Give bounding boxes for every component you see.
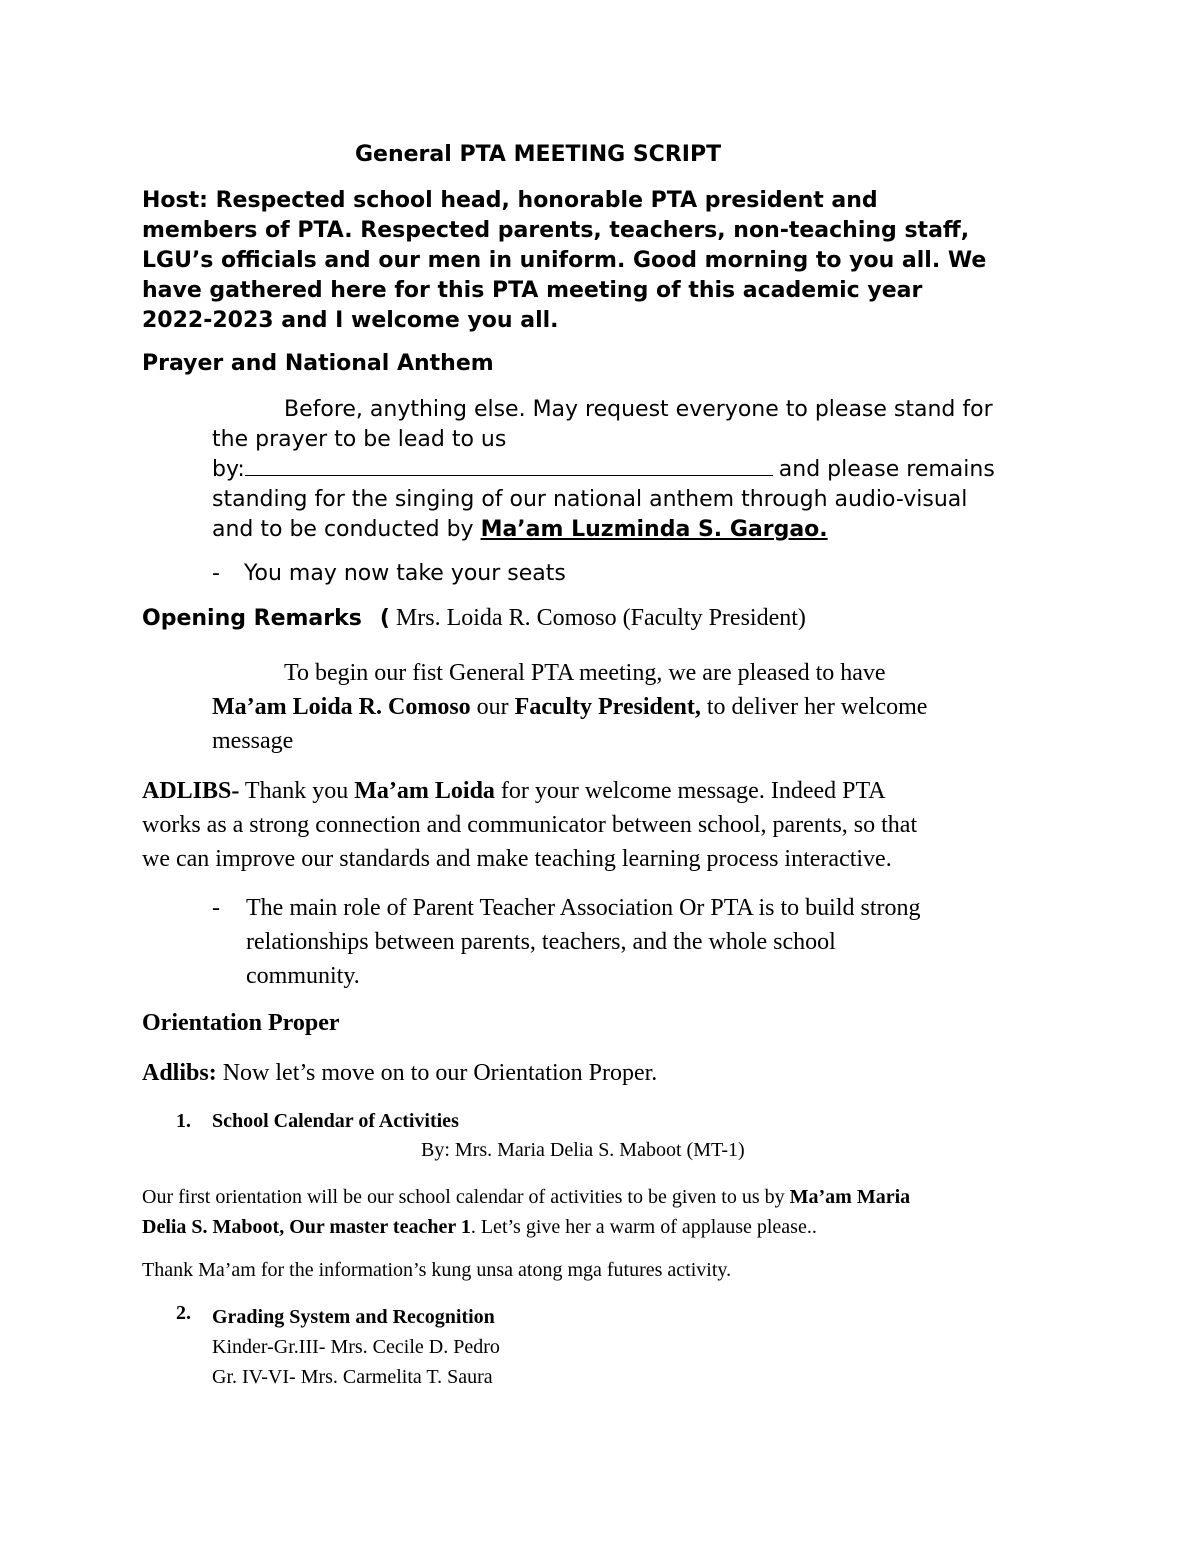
host-paragraph xyxy=(142,186,1062,336)
document-title: General PTA MEETING SCRIPT xyxy=(355,142,722,167)
calendar-text: . Let’s give her a warm of applause please.. xyxy=(470,1216,817,1238)
prayer-conducted-text: and to be conducted by xyxy=(212,517,481,542)
item-title: Grading System and Recognition xyxy=(212,1306,495,1328)
opening-heading: Opening Remarks xyxy=(142,606,362,631)
calendar-paragraph xyxy=(142,1182,910,1242)
seats-text: You may now take your seats xyxy=(244,561,566,586)
grading-item xyxy=(212,1302,500,1392)
presenter-name: Delia S. Maboot, Our master teacher 1 xyxy=(142,1216,471,1238)
adlibs-line: works as a strong connection and communicator between school, parents, so that xyxy=(142,812,918,838)
item-presenter: By: Mrs. Maria Delia S. Maboot (MT-1) xyxy=(421,1139,745,1161)
opening-paragraph xyxy=(212,656,927,758)
opening-speaker: Mrs. Loida R. Comoso (Faculty President) xyxy=(389,605,806,631)
prayer-by-label: by: xyxy=(212,457,245,482)
adlibs-paragraph xyxy=(142,774,917,876)
speaker-name: Ma’am Loida R. Comoso xyxy=(212,694,471,720)
host-line: 2022-2023 and I welcome you all. xyxy=(142,308,559,333)
host-line: members of PTA. Respected parents, teachers, non-teaching staff, xyxy=(142,218,970,243)
adlibs-rest: for your welcome message. Indeed PTA xyxy=(494,778,886,804)
prayer-line: the prayer to be lead to us xyxy=(212,427,507,452)
item-presenter: Gr. IV-VI- Mrs. Carmelita T. Saura xyxy=(212,1366,493,1388)
calendar-text: Our first orientation will be our school calendar of activities to be given to us by xyxy=(142,1186,790,1208)
adlibs-text: Now let’s move on to our Orientation Proper. xyxy=(216,1060,658,1086)
opening-heading-row xyxy=(142,605,806,632)
prayer-heading: Prayer and National Anthem xyxy=(142,351,494,376)
bullet-dash: - xyxy=(212,561,220,586)
pta-role-line: The main role of Parent Teacher Association Or PTA is to build strong xyxy=(246,895,921,921)
host-line: have gathered here for this PTA meeting of this academic year xyxy=(142,278,923,303)
opening-line: message xyxy=(212,728,294,754)
adlibs-line: we can improve our standards and make teaching learning process interactive. xyxy=(142,846,892,872)
thanks-line: Thank Ma’am for the information’s kung unsa atong mga futures activity. xyxy=(142,1259,732,1281)
conductor-name: Ma’am Luzminda S. Gargao. xyxy=(480,517,828,542)
calendar-line xyxy=(142,1182,910,1212)
orientation-adlibs xyxy=(142,1060,657,1087)
host-line: LGU’s officials and our men in uniform. Good morning to you all. We xyxy=(142,248,987,273)
host-line: Host: Respected school head, honorable PTA president and xyxy=(142,188,878,213)
item-number: 2. xyxy=(176,1302,191,1324)
adlibs-label: ADLIBS- xyxy=(142,778,240,804)
item-number: 1. xyxy=(176,1110,191,1132)
opening-end: to deliver her welcome xyxy=(700,694,928,720)
pta-role-bullet xyxy=(212,891,921,993)
prayer-line xyxy=(212,455,995,485)
prayer-line: Before, anything else. May request everyone to please stand for xyxy=(284,397,993,422)
item-title: School Calendar of Activities xyxy=(212,1110,459,1132)
adlibs-line xyxy=(142,774,917,808)
prayer-leader-blank xyxy=(245,455,773,476)
adlibs-name: Ma’am Loida xyxy=(354,778,495,804)
prayer-paragraph xyxy=(212,395,995,545)
opening-line: To begin our fist General PTA meeting, we are pleased to have xyxy=(284,660,886,686)
speaker-role: Faculty President, xyxy=(514,694,701,720)
bullet-dash: - xyxy=(212,895,220,921)
pta-role-line: community. xyxy=(246,963,360,989)
opening-paren: ( xyxy=(379,606,390,631)
prayer-line-suffix: and please remains xyxy=(778,457,995,482)
item-presenter: Kinder-Gr.III- Mrs. Cecile D. Pedro xyxy=(212,1336,500,1358)
opening-mid: our xyxy=(470,694,515,720)
opening-line xyxy=(212,690,927,724)
adlibs-label: Adlibs: xyxy=(142,1060,217,1086)
seats-bullet xyxy=(212,559,566,589)
prayer-line: standing for the singing of our national anthem through audio-visual xyxy=(212,487,968,512)
adlibs-thanks: Thank you xyxy=(239,778,355,804)
prayer-line xyxy=(212,515,995,545)
orientation-heading: Orientation Proper xyxy=(142,1010,340,1036)
calendar-line xyxy=(142,1212,910,1242)
pta-role-line: relationships between parents, teachers, and the whole school xyxy=(246,929,836,955)
presenter-name: Ma’am Maria xyxy=(789,1186,911,1208)
